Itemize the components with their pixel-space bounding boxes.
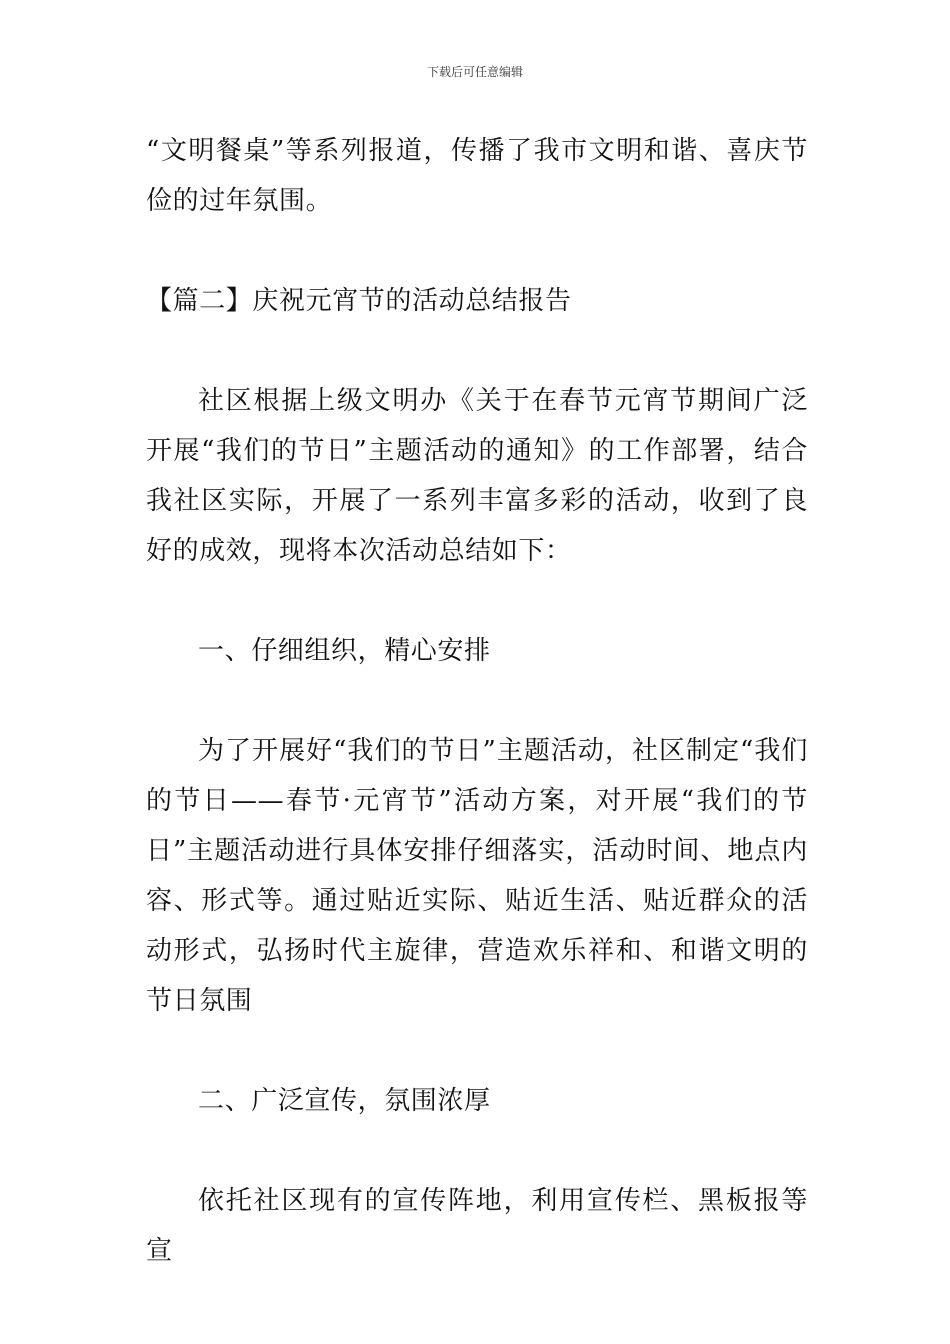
section-heading-1: 一、仔细组织，精心安排 xyxy=(198,636,491,666)
paragraph-overview: 社区根据上级文明办《关于在春节元宵节期间广泛开展“我们的节日”主题活动的通知》的工作部署，结合我社区实际，开展了一系列丰富多彩的活动，收到了良好的成效，现将本次活动总结如下： xyxy=(146,386,808,566)
paragraph-section-2: 依托社区现有的宣传阵地，利用宣传栏、黑板报等宣 xyxy=(146,1186,808,1266)
page-header-note: 下载后可任意编辑 xyxy=(426,65,523,79)
paragraph-section-1: 为了开展好“我们的节日”主题活动，社区制定“我们的节日——春节·元宵节”活动方案，对开展“我们的节日”主题活动进行具体安排仔细落实，活动时间、地点内容、形式等。通过贴近实际、贴近生活、贴近群众的活动形式，弘扬时代主旋律，营造欢乐祥和、和谐文明的节日氛围 xyxy=(146,736,808,1016)
section-heading-2: 二、广泛宣传，氛围浓厚 xyxy=(198,1086,491,1116)
article-heading: 【篇二】庆祝元宵节的活动总结报告 xyxy=(146,286,572,316)
document-body xyxy=(146,126,808,1276)
paragraph-intro-continued: “文明餐桌”等系列报道，传播了我市文明和谐、喜庆节俭的过年氛围。 xyxy=(146,136,808,216)
